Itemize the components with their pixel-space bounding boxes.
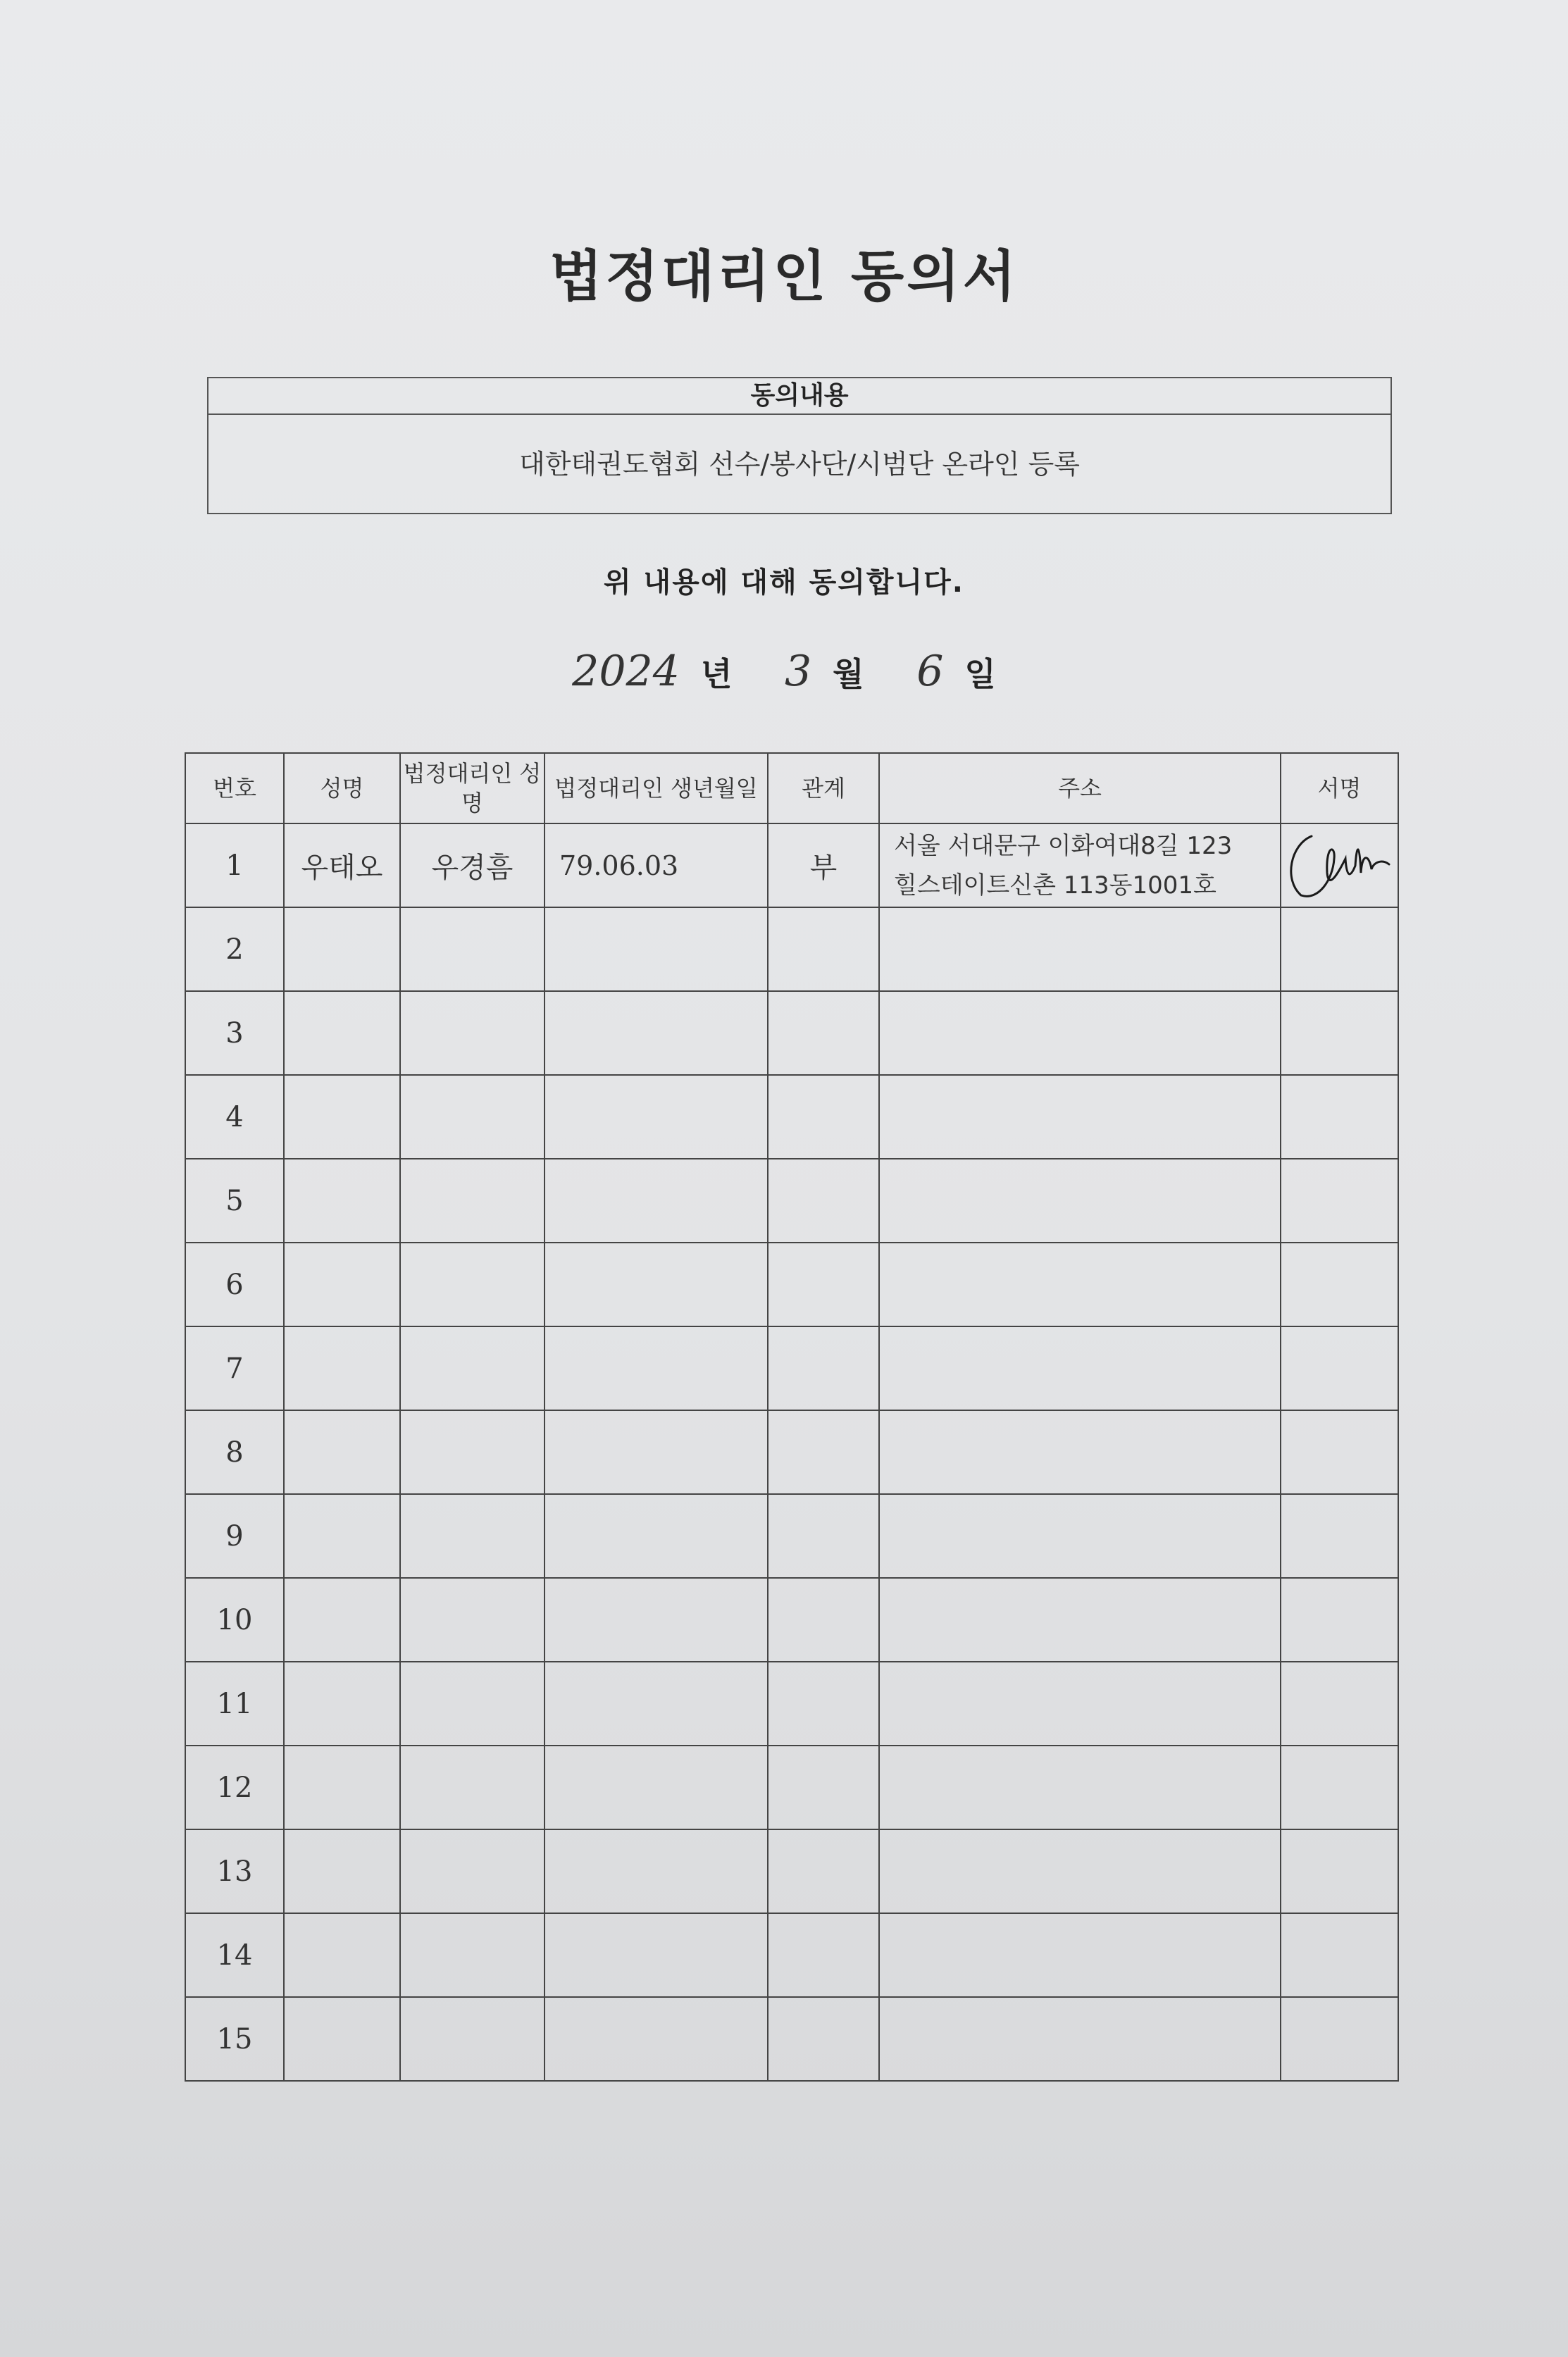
address-line1: 서울 서대문구 이화여대8길 123 [894, 831, 1233, 860]
consent-body: 대한태권도협회 선수/봉사단/시범단 온라인 등록 [518, 449, 1080, 480]
table-body [185, 823, 1398, 2081]
cell-name [284, 1243, 400, 1326]
cell-guardian-birth [545, 907, 768, 991]
cell-guardian-birth [545, 1494, 768, 1578]
cell-signature [1281, 1494, 1398, 1578]
address-line2: 힐스테이트신촌 113동1001호 [894, 871, 1217, 900]
cell-address [879, 1159, 1281, 1243]
cell-relation [768, 1913, 879, 1997]
cell-signature [1281, 1326, 1398, 1410]
table-row [185, 1243, 1398, 1326]
cell-guardian-name [400, 1997, 545, 2081]
cell-name [284, 991, 400, 1075]
cell-no: 3 [185, 991, 284, 1075]
cell-guardian-name [400, 1075, 545, 1159]
cell-guardian-birth [545, 1829, 768, 1913]
cell-relation [768, 1662, 879, 1746]
cell-name [284, 1913, 400, 1997]
cell-guardian-birth [545, 1662, 768, 1746]
table-row [185, 907, 1398, 991]
table-row [185, 1746, 1398, 1829]
cell-no: 10 [185, 1578, 284, 1662]
cell-guardian-birth [545, 1410, 768, 1494]
cell-no: 15 [185, 1997, 284, 2081]
date-day: 6 [916, 647, 944, 696]
cell-no: 4 [185, 1075, 284, 1159]
cell-signature [1281, 1159, 1398, 1243]
cell-address [879, 1662, 1281, 1746]
cell-relation [768, 1494, 879, 1578]
table-row [185, 1159, 1398, 1243]
cell-relation [768, 1159, 879, 1243]
date-year-unit: 년 [700, 655, 733, 693]
table-row [185, 1997, 1398, 2081]
cell-name [284, 1410, 400, 1494]
cell-guardian-birth [545, 1913, 768, 1997]
cell-no: 2 [185, 907, 284, 991]
cell-guardian-name: 우경흠 [400, 823, 545, 907]
cell-no: 13 [185, 1829, 284, 1913]
cell-signature [1281, 1829, 1398, 1913]
cell-address [879, 1075, 1281, 1159]
cell-guardian-birth [545, 1746, 768, 1829]
table-header-row [185, 753, 1398, 823]
cell-name [284, 1829, 400, 1913]
cell-address [879, 1913, 1281, 1997]
cell-guardian-name [400, 1913, 545, 1997]
header-relation: 관계 [768, 753, 879, 823]
cell-no: 1 [185, 823, 284, 907]
header-name: 성명 [284, 753, 400, 823]
date-line [0, 647, 1568, 696]
cell-relation [768, 1326, 879, 1410]
cell-guardian-birth: 79.06.03 [545, 823, 768, 907]
cell-signature [1281, 991, 1398, 1075]
cell-guardian-name [400, 1746, 545, 1829]
table-row [185, 1494, 1398, 1578]
cell-guardian-name [400, 907, 545, 991]
cell-guardian-name [400, 991, 545, 1075]
table-row [185, 1578, 1398, 1662]
cell-name [284, 1746, 400, 1829]
table-row [185, 1326, 1398, 1410]
table-row [185, 1829, 1398, 1913]
cell-signature [1281, 1662, 1398, 1746]
cell-address [879, 907, 1281, 991]
cell-name [284, 1326, 400, 1410]
cell-guardian-birth [545, 1578, 768, 1662]
cell-name [284, 907, 400, 991]
cell-guardian-name [400, 1829, 545, 1913]
cell-signature [1281, 1913, 1398, 1997]
cell-guardian-birth [545, 1159, 768, 1243]
cell-relation [768, 1746, 879, 1829]
cell-name [284, 1997, 400, 2081]
cell-address [879, 1243, 1281, 1326]
header-guardian-name: 법정대리인 성명 [400, 753, 545, 823]
cell-no: 8 [185, 1410, 284, 1494]
cell-address [879, 1746, 1281, 1829]
cell-signature [1281, 1243, 1398, 1326]
agree-statement: 위 내용에 대해 동의합니다. [603, 566, 964, 599]
cell-address [879, 1326, 1281, 1410]
cell-address [879, 1494, 1281, 1578]
date-year: 2024 [572, 647, 680, 696]
cell-guardian-name [400, 1410, 545, 1494]
header-guardian-birth: 법정대리인 생년월일 [545, 753, 768, 823]
table-row [185, 991, 1398, 1075]
table-row [185, 823, 1398, 907]
cell-relation [768, 1410, 879, 1494]
cell-no: 5 [185, 1159, 284, 1243]
cell-name [284, 1578, 400, 1662]
cell-guardian-name [400, 1494, 545, 1578]
cell-guardian-name [400, 1159, 545, 1243]
cell-address [879, 1578, 1281, 1662]
cell-relation [768, 907, 879, 991]
cell-address [879, 823, 1281, 907]
cell-no: 7 [185, 1326, 284, 1410]
cell-signature [1281, 1578, 1398, 1662]
cell-guardian-birth [545, 1997, 768, 2081]
cell-name: 우태오 [284, 823, 400, 907]
cell-signature [1281, 1075, 1398, 1159]
cell-guardian-birth [545, 1243, 768, 1326]
cell-signature [1281, 907, 1398, 991]
cell-no: 6 [185, 1243, 284, 1326]
cell-relation [768, 1578, 879, 1662]
cell-no: 12 [185, 1746, 284, 1829]
cell-guardian-birth [545, 1326, 768, 1410]
cell-address [879, 991, 1281, 1075]
cell-address [879, 1997, 1281, 2081]
cell-relation: 부 [768, 823, 879, 907]
cell-relation [768, 991, 879, 1075]
cell-name [284, 1494, 400, 1578]
cell-address [879, 1829, 1281, 1913]
table-row [185, 1075, 1398, 1159]
cell-relation [768, 1075, 879, 1159]
header-address: 주소 [879, 753, 1281, 823]
guardian-registry-table [185, 752, 1399, 2082]
consent-header: 동의내용 [209, 378, 1390, 415]
cell-signature [1281, 1997, 1398, 2081]
cell-guardian-birth [545, 991, 768, 1075]
table-row [185, 1410, 1398, 1494]
cell-guardian-name [400, 1578, 545, 1662]
cell-no: 9 [185, 1494, 284, 1578]
cell-relation [768, 1829, 879, 1913]
header-no: 번호 [185, 753, 284, 823]
date-month-unit: 월 [833, 655, 864, 693]
cell-guardian-name [400, 1326, 545, 1410]
date-day-unit: 일 [964, 655, 996, 693]
header-signature: 서명 [1281, 753, 1398, 823]
cell-guardian-name [400, 1662, 545, 1746]
cell-name [284, 1075, 400, 1159]
date-month: 3 [784, 647, 812, 696]
cell-name [284, 1159, 400, 1243]
consent-content-box [207, 377, 1392, 514]
cell-relation [768, 1243, 879, 1326]
cell-signature [1281, 1746, 1398, 1829]
cell-address [879, 1410, 1281, 1494]
cell-no: 14 [185, 1913, 284, 1997]
cell-guardian-name [400, 1243, 545, 1326]
cell-relation [768, 1997, 879, 2081]
table-row [185, 1662, 1398, 1746]
handwritten-signature [1283, 831, 1396, 901]
document-title: 법정대리인 동의서 [549, 245, 1019, 309]
cell-name [284, 1662, 400, 1746]
cell-guardian-birth [545, 1075, 768, 1159]
cell-no: 11 [185, 1662, 284, 1746]
table-row [185, 1913, 1398, 1997]
cell-signature [1281, 1410, 1398, 1494]
cell-signature [1281, 823, 1398, 907]
